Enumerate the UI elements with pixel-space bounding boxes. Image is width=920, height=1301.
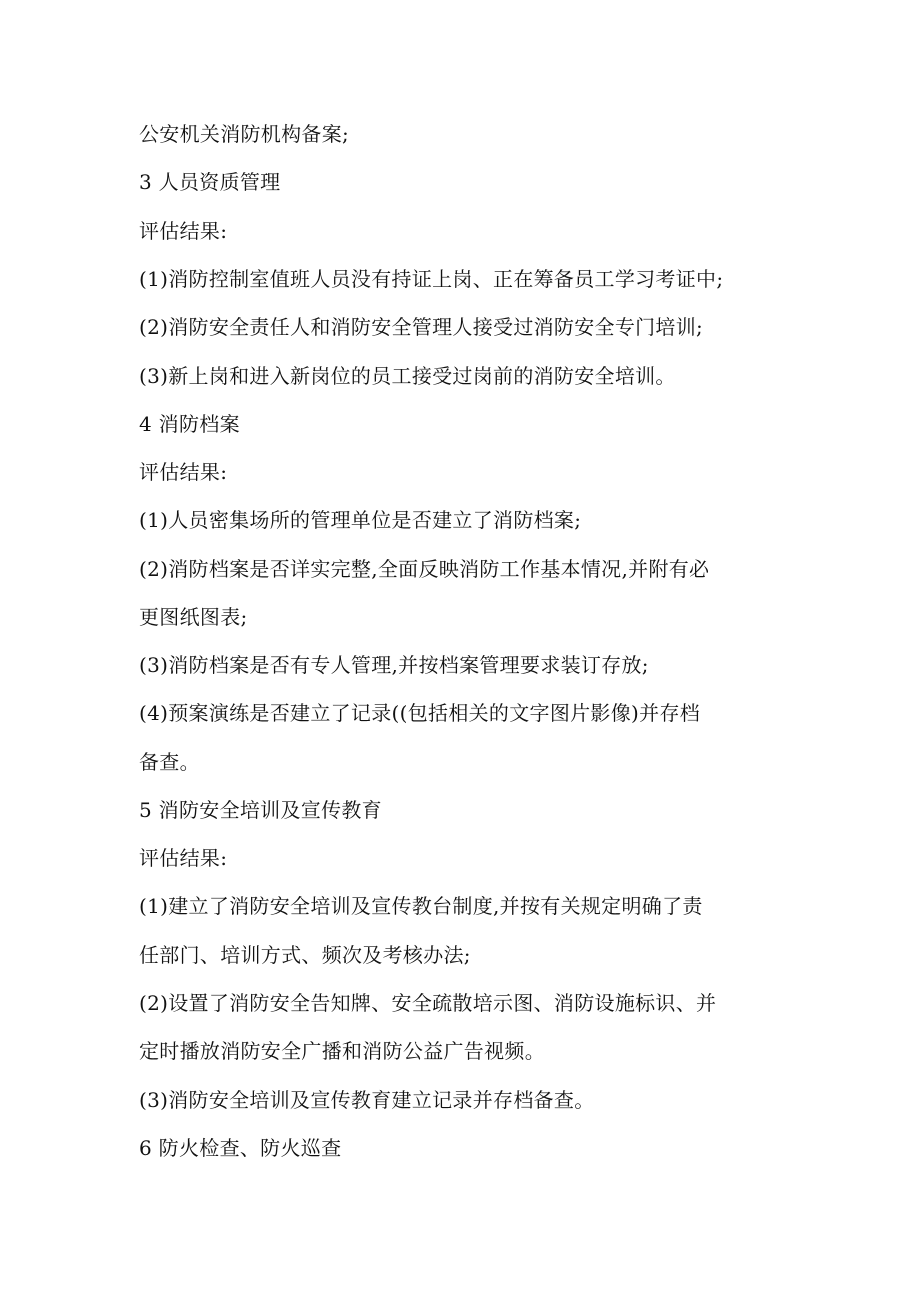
text-line: (1)建立了消防安全培训及宣传教台制度,并按有关规定明确了责 (139, 894, 703, 918)
text-line: (2)设置了消防安全告知牌、安全疏散培示图、消防设施标识、并 (139, 991, 717, 1015)
text-line: (3)消防档案是否有专人管理,并按档案管理要求装订存放; (139, 653, 649, 677)
text-line: 公安机关消防机构备案; (139, 122, 350, 146)
section-heading: 6 防火检查、防火巡查 (139, 1136, 342, 1160)
section-heading: 5 消防安全培训及宣传教育 (139, 798, 382, 822)
text-line: 备查。 (139, 750, 200, 774)
text-line: 更图纸图表; (139, 605, 248, 629)
text-line: (2)消防安全责任人和消防安全管理人接受过消防安全专门培训; (139, 315, 704, 339)
text-line: (3)新上岗和进入新岗位的员工接受过岗前的消防安全培训。 (139, 364, 676, 388)
section-heading: 4 消防档案 (139, 412, 240, 436)
section-heading: 3 人员资质管理 (139, 170, 281, 194)
text-line: (1)人员密集场所的管理单位是否建立了消防档案; (139, 508, 582, 532)
text-line: (3)消防安全培训及宣传教育建立记录并存档备查。 (139, 1088, 595, 1112)
text-line: 定时播放消防安全广播和消防公益广告视频。 (139, 1039, 545, 1063)
text-line: 评估结果: (139, 219, 228, 243)
text-line: 任部门、培训方式、频次及考核办法; (139, 943, 471, 967)
text-line: (2)消防档案是否详实完整,全面反映消防工作基本情况,并附有必 (139, 557, 710, 581)
text-line: 评估结果: (139, 460, 228, 484)
text-line: (4)预案演练是否建立了记录((包括相关的文字图片影像)并存档 (139, 701, 701, 725)
text-line: 评估结果: (139, 846, 228, 870)
text-line: (1)消防控制室值班人员没有持证上岗、正在筹备员工学习考证中; (139, 267, 724, 291)
